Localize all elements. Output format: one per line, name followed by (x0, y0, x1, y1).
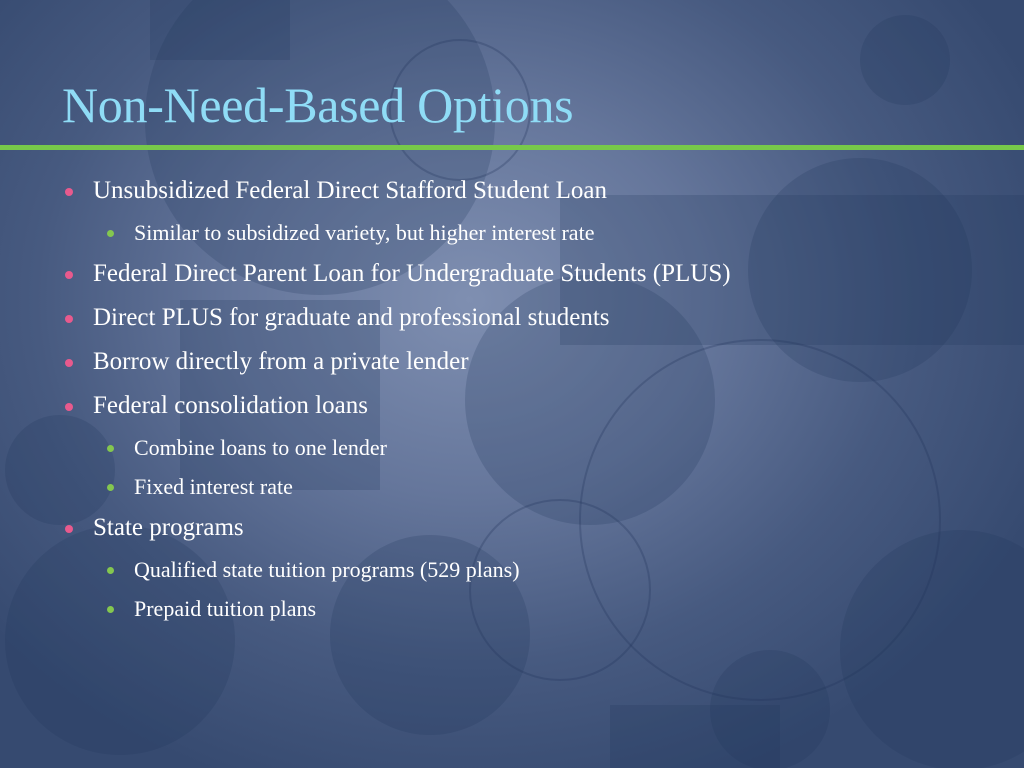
title-divider (0, 145, 1024, 150)
bullet-item (62, 259, 1002, 289)
green-bullet-icon (107, 567, 114, 574)
sub-bullet-item (62, 220, 1002, 246)
pink-bullet-icon (65, 188, 73, 196)
bullet-text: State programs (93, 514, 244, 541)
pink-bullet-icon (65, 525, 73, 533)
bullet-text: Direct PLUS for graduate and professional students (93, 304, 610, 331)
bullet-text: Unsubsidized Federal Direct Stafford Student Loan (93, 177, 608, 204)
pink-bullet-icon (65, 315, 73, 323)
sub-bullet-item (62, 557, 1002, 583)
sub-bullet-text: Fixed interest rate (134, 474, 293, 499)
green-bullet-icon (107, 445, 114, 452)
green-bullet-icon (107, 230, 114, 237)
bullet-item (62, 513, 1002, 543)
slide-title: Non-Need-Based Options (62, 77, 574, 133)
pink-bullet-icon (65, 403, 73, 411)
bullet-item (62, 347, 1002, 377)
sub-bullet-text: Prepaid tuition plans (134, 596, 317, 621)
green-bullet-icon (107, 606, 114, 613)
sub-bullet-item (62, 435, 1002, 461)
sub-bullet-text: Combine loans to one lender (134, 435, 387, 460)
sub-bullet-text: Similar to subsidized variety, but higher interest rate (134, 220, 595, 245)
bullet-text: Federal consolidation loans (93, 392, 368, 419)
green-bullet-icon (107, 484, 114, 491)
bullet-item (62, 176, 1002, 206)
pink-bullet-icon (65, 359, 73, 367)
bullet-text: Borrow directly from a private lender (93, 348, 469, 375)
bullet-item (62, 303, 1002, 333)
sub-bullet-item (62, 474, 1002, 500)
sub-bullet-text: Qualified state tuition programs (529 plans) (134, 557, 520, 582)
bullet-list (62, 176, 1002, 635)
bullet-text: Federal Direct Parent Loan for Undergraduate Students (PLUS) (93, 260, 731, 287)
bullet-item (62, 391, 1002, 421)
sub-bullet-item (62, 596, 1002, 622)
pink-bullet-icon (65, 271, 73, 279)
